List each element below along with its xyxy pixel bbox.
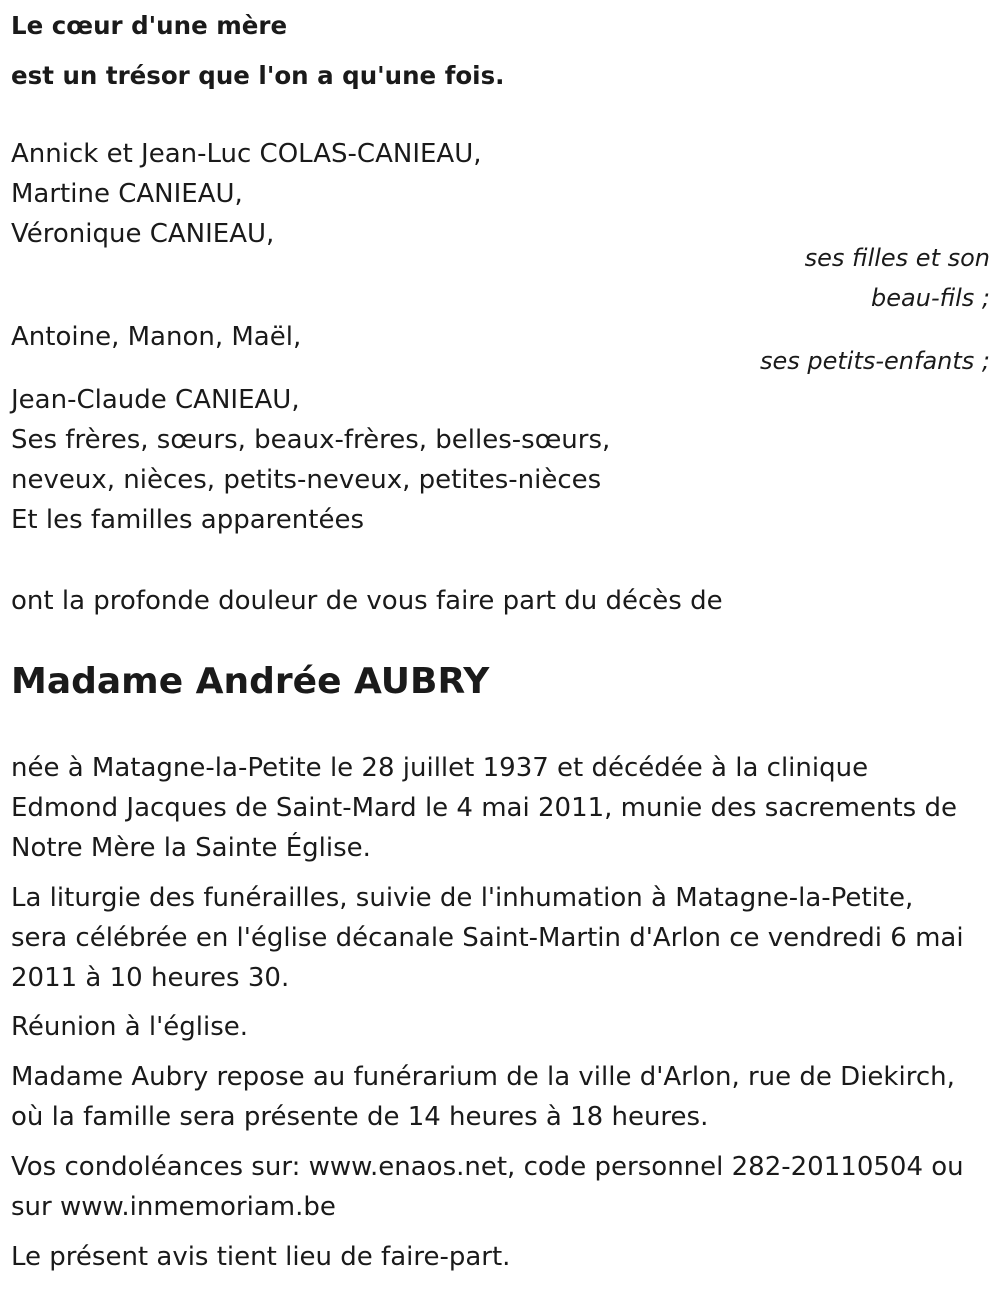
daughters-role-line-1: ses filles et son [804,244,990,272]
liturgy-line-1: La liturgie des funérailles, suivie de l'inhumation à Matagne-la-Petite, [11,883,914,913]
family-daughter-3: Véronique CANIEAU, [11,219,275,249]
liturgy-line-2: sera célébrée en l'église décanale Saint-Martin d'Arlon ce vendredi 6 mai [11,923,964,953]
condolences-line-2: sur www.inmemoriam.be [11,1192,336,1222]
family-other-3: neveux, nièces, petits-neveux, petites-nièces [11,465,602,495]
announcement: ont la profonde douleur de vous faire part du décès de [11,586,723,616]
birth-death-line-1: née à Matagne-la-Petite le 28 juillet 1937 et décédée à la clinique [11,753,869,783]
family-daughter-1: Annick et Jean-Luc COLAS-CANIEAU, [11,139,482,169]
family-daughter-2: Martine CANIEAU, [11,179,243,209]
rest-line-2: où la famille sera présente de 14 heures à 18 heures. [11,1102,709,1132]
meeting-text: Réunion à l'église. [11,1012,249,1042]
family-other-1: Jean-Claude CANIEAU, [11,385,300,415]
birth-death-line-2: Edmond Jacques de Saint-Mard le 4 mai 2011, munie des sacrements de [11,793,957,823]
family-grandchildren: Antoine, Manon, Maël, [11,322,302,352]
daughters-role-line-2: beau-fils ; [871,284,990,312]
condolences-line-1: Vos condoléances sur: www.enaos.net, code personnel 282-20110504 ou [11,1152,964,1182]
notice-text: Le présent avis tient lieu de faire-part. [11,1242,511,1272]
rest-line-1: Madame Aubry repose au funérarium de la ville d'Arlon, rue de Diekirch, [11,1062,955,1092]
liturgy-line-3: 2011 à 10 heures 30. [11,963,290,993]
family-other-4: Et les familles apparentées [11,505,365,535]
family-other-2: Ses frères, sœurs, beaux-frères, belles-sœurs, [11,425,611,455]
grandchildren-role: ses petits-enfants ; [759,347,990,375]
deceased-name: Madame Andrée AUBRY [11,661,490,702]
birth-death-line-3: Notre Mère la Sainte Église. [11,833,371,863]
epigraph-line-2: est un trésor que l'on a qu'une fois. [11,61,505,90]
epigraph-line-1: Le cœur d'une mère [11,11,288,40]
